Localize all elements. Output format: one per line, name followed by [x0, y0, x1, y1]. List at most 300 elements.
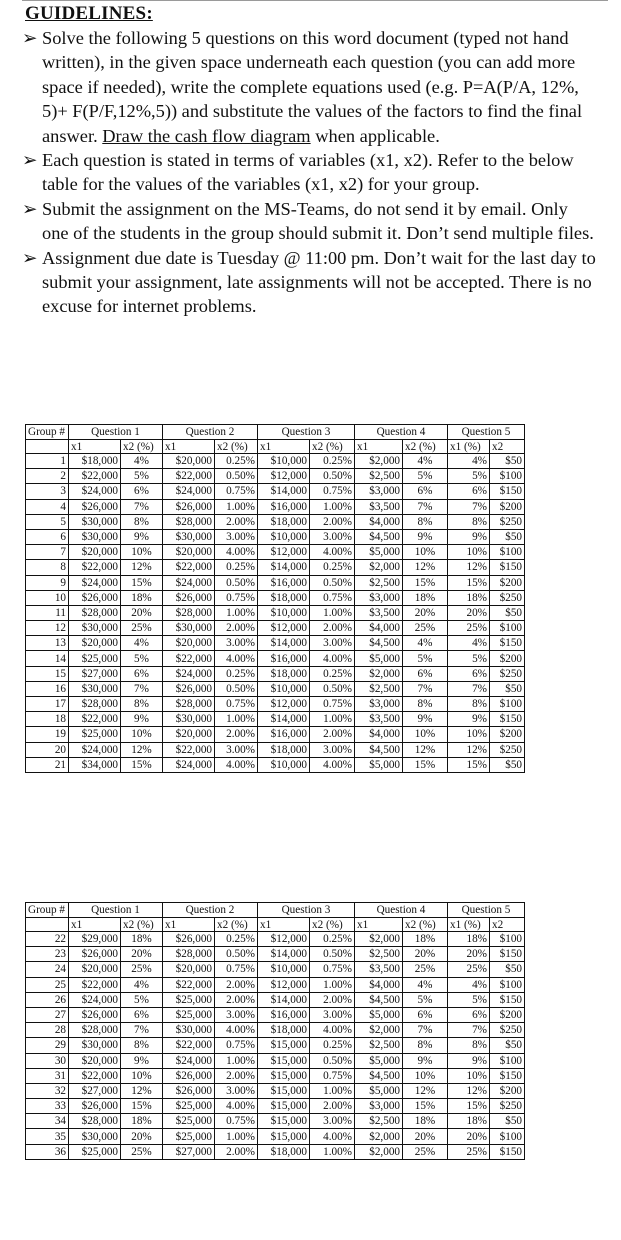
group-number-cell: 8 — [26, 560, 69, 575]
blank-header-cell — [26, 440, 69, 454]
q3-x2-cell: 2.00% — [310, 514, 355, 529]
q5-x1-cell: 8% — [448, 1038, 490, 1053]
q3-x1-cell: $10,000 — [258, 681, 310, 696]
q5-x1-cell: 8% — [448, 514, 490, 529]
q5-x1-cell: 6% — [448, 666, 490, 681]
q2-x2-cell: 0.25% — [215, 560, 258, 575]
q3-x2-cell: 0.75% — [310, 590, 355, 605]
q5-x1-cell: 18% — [448, 1114, 490, 1129]
group-number-header: Group # — [26, 425, 69, 440]
q1-x1-cell: $28,000 — [69, 697, 121, 712]
q1-x2-cell: 12% — [121, 1083, 163, 1098]
q5-x1-cell: 25% — [448, 621, 490, 636]
variable-header: x1 (%) — [448, 440, 490, 454]
q3-x2-cell: 0.25% — [310, 560, 355, 575]
q5-x2-cell: $100 — [490, 1129, 525, 1144]
q2-x1-cell: $24,000 — [163, 757, 215, 772]
q1-x2-cell: 9% — [121, 1053, 163, 1068]
q5-x1-cell: 25% — [448, 962, 490, 977]
q2-x2-cell: 0.50% — [215, 681, 258, 696]
variable-header: x1 — [163, 918, 215, 932]
q5-x2-cell: $50 — [490, 962, 525, 977]
q1-x2-cell: 12% — [121, 742, 163, 757]
q3-x2-cell: 4.00% — [310, 545, 355, 560]
group-number-cell: 33 — [26, 1099, 69, 1114]
q1-x2-cell: 8% — [121, 697, 163, 712]
table-row — [26, 499, 525, 514]
q2-x2-cell: 2.00% — [215, 1144, 258, 1159]
q1-x2-cell: 5% — [121, 992, 163, 1007]
q5-x1-cell: 12% — [448, 560, 490, 575]
q2-x2-cell: 3.00% — [215, 1007, 258, 1022]
q2-x2-cell: 0.25% — [215, 666, 258, 681]
q3-x2-cell: 3.00% — [310, 1007, 355, 1022]
q3-x2-cell: 0.75% — [310, 697, 355, 712]
group-number-cell: 15 — [26, 666, 69, 681]
q4-x1-cell: $4,500 — [355, 636, 403, 651]
q1-x2-cell: 4% — [121, 977, 163, 992]
q2-x1-cell: $22,000 — [163, 469, 215, 484]
q1-x2-cell: 8% — [121, 1038, 163, 1053]
variable-header: x1 — [258, 918, 310, 932]
q3-x2-cell: 0.25% — [310, 1038, 355, 1053]
q3-x2-cell: 4.00% — [310, 1023, 355, 1038]
q1-x2-cell: 20% — [121, 947, 163, 962]
q5-x1-cell: 18% — [448, 932, 490, 947]
q3-x1-cell: $18,000 — [258, 514, 310, 529]
q3-x1-cell: $18,000 — [258, 590, 310, 605]
q4-x2-cell: 6% — [403, 666, 448, 681]
q3-x1-cell: $12,000 — [258, 977, 310, 992]
q3-x2-cell: 1.00% — [310, 605, 355, 620]
q1-x2-cell: 7% — [121, 499, 163, 514]
q2-x1-cell: $22,000 — [163, 1038, 215, 1053]
q2-x2-cell: 0.25% — [215, 932, 258, 947]
table-row — [26, 1007, 525, 1022]
q2-x2-cell: 4.00% — [215, 545, 258, 560]
q3-x2-cell: 1.00% — [310, 977, 355, 992]
q1-x1-cell: $26,000 — [69, 1007, 121, 1022]
table-row — [26, 621, 525, 636]
q2-x2-cell: 2.00% — [215, 1068, 258, 1083]
q4-x1-cell: $5,000 — [355, 545, 403, 560]
q1-x2-cell: 6% — [121, 1007, 163, 1022]
q5-x2-cell: $100 — [490, 1053, 525, 1068]
q3-x1-cell: $16,000 — [258, 575, 310, 590]
q1-x2-cell: 15% — [121, 1099, 163, 1114]
q2-x1-cell: $26,000 — [163, 1068, 215, 1083]
q1-x2-cell: 12% — [121, 560, 163, 575]
group-values-table-1 — [25, 424, 525, 773]
question-2-header: Question 2 — [163, 903, 258, 918]
q4-x2-cell: 15% — [403, 575, 448, 590]
q3-x2-cell: 4.00% — [310, 1129, 355, 1144]
arrow-bullet-icon: ➢ — [22, 247, 38, 268]
group-number-cell: 9 — [26, 575, 69, 590]
q3-x2-cell: 1.00% — [310, 712, 355, 727]
q4-x2-cell: 5% — [403, 469, 448, 484]
q5-x1-cell: 5% — [448, 469, 490, 484]
q5-x2-cell: $100 — [490, 932, 525, 947]
q3-x2-cell: 0.25% — [310, 454, 355, 469]
q3-x2-cell: 1.00% — [310, 1144, 355, 1159]
q5-x1-cell: 6% — [448, 484, 490, 499]
group-number-cell: 1 — [26, 454, 69, 469]
q3-x2-cell: 3.00% — [310, 742, 355, 757]
q3-x1-cell: $16,000 — [258, 499, 310, 514]
q1-x2-cell: 15% — [121, 575, 163, 590]
group-number-cell: 4 — [26, 499, 69, 514]
q4-x2-cell: 6% — [403, 1007, 448, 1022]
table-row — [26, 590, 525, 605]
table-row — [26, 560, 525, 575]
q5-x2-cell: $50 — [490, 757, 525, 772]
q5-x1-cell: 12% — [448, 1083, 490, 1098]
q2-x1-cell: $26,000 — [163, 932, 215, 947]
group-number-cell: 23 — [26, 947, 69, 962]
q5-x2-cell: $200 — [490, 1007, 525, 1022]
q5-x2-cell: $150 — [490, 1068, 525, 1083]
q1-x1-cell: $25,000 — [69, 651, 121, 666]
group-number-cell: 28 — [26, 1023, 69, 1038]
group-number-cell: 12 — [26, 621, 69, 636]
q5-x1-cell: 10% — [448, 1068, 490, 1083]
variable-header: x1 — [355, 440, 403, 454]
q2-x1-cell: $27,000 — [163, 1144, 215, 1159]
guideline-text: Submit the assignment on the MS-Teams, do not send it by email. Only one of the students in the group should submit it. Don’t send multiple files. — [42, 198, 594, 244]
q3-x1-cell: $10,000 — [258, 529, 310, 544]
table-row — [26, 636, 525, 651]
group-number-cell: 19 — [26, 727, 69, 742]
q1-x2-cell: 8% — [121, 514, 163, 529]
q4-x1-cell: $2,500 — [355, 1038, 403, 1053]
q4-x2-cell: 10% — [403, 727, 448, 742]
table-row — [26, 651, 525, 666]
q3-x2-cell: 0.50% — [310, 469, 355, 484]
q3-x1-cell: $15,000 — [258, 1038, 310, 1053]
q3-x1-cell: $10,000 — [258, 962, 310, 977]
q1-x1-cell: $22,000 — [69, 712, 121, 727]
q4-x1-cell: $5,000 — [355, 651, 403, 666]
q1-x2-cell: 6% — [121, 484, 163, 499]
q2-x1-cell: $24,000 — [163, 575, 215, 590]
q2-x1-cell: $25,000 — [163, 1007, 215, 1022]
group-number-cell: 27 — [26, 1007, 69, 1022]
q4-x1-cell: $5,000 — [355, 1053, 403, 1068]
table-row — [26, 1144, 525, 1159]
q3-x1-cell: $14,000 — [258, 992, 310, 1007]
q1-x1-cell: $26,000 — [69, 499, 121, 514]
guideline-text: Solve the following 5 questions on this word document (typed not hand written), in the given space underneath each question (you can add more space if needed), write the complete equations used (e.g. P=A(P/A, 12%, 5)+ F(P/F,12%,5)) and substitute the values of the factors to find the final answer. — [42, 28, 583, 146]
q3-x1-cell: $14,000 — [258, 712, 310, 727]
q3-x1-cell: $15,000 — [258, 1083, 310, 1098]
q3-x2-cell: 0.75% — [310, 1068, 355, 1083]
variable-header: x2 (%) — [121, 918, 163, 932]
q5-x1-cell: 20% — [448, 947, 490, 962]
q3-x2-cell: 3.00% — [310, 636, 355, 651]
group-number-cell: 34 — [26, 1114, 69, 1129]
q1-x1-cell: $22,000 — [69, 977, 121, 992]
q1-x2-cell: 7% — [121, 681, 163, 696]
q2-x1-cell: $24,000 — [163, 666, 215, 681]
q3-x2-cell: 2.00% — [310, 1099, 355, 1114]
q3-x1-cell: $10,000 — [258, 605, 310, 620]
q4-x1-cell: $4,500 — [355, 1068, 403, 1083]
table-row — [26, 514, 525, 529]
q3-x2-cell: 3.00% — [310, 529, 355, 544]
q1-x1-cell: $22,000 — [69, 469, 121, 484]
q3-x2-cell: 0.50% — [310, 681, 355, 696]
q3-x2-cell: 0.75% — [310, 484, 355, 499]
q1-x1-cell: $25,000 — [69, 1144, 121, 1159]
table-row — [26, 947, 525, 962]
q5-x2-cell: $50 — [490, 529, 525, 544]
q3-x1-cell: $10,000 — [258, 454, 310, 469]
q4-x1-cell: $2,500 — [355, 469, 403, 484]
question-5-header: Question 5 — [448, 903, 525, 918]
q1-x1-cell: $28,000 — [69, 1023, 121, 1038]
q1-x1-cell: $24,000 — [69, 484, 121, 499]
q5-x2-cell: $200 — [490, 651, 525, 666]
q2-x1-cell: $26,000 — [163, 681, 215, 696]
q5-x1-cell: 10% — [448, 545, 490, 560]
guideline-item — [22, 26, 597, 148]
q2-x2-cell: 0.75% — [215, 697, 258, 712]
q5-x2-cell: $200 — [490, 575, 525, 590]
question-3-header: Question 3 — [258, 903, 355, 918]
q3-x1-cell: $12,000 — [258, 697, 310, 712]
q3-x1-cell: $15,000 — [258, 1114, 310, 1129]
q2-x2-cell: 2.00% — [215, 992, 258, 1007]
q5-x2-cell: $250 — [490, 590, 525, 605]
q1-x1-cell: $30,000 — [69, 514, 121, 529]
q4-x1-cell: $2,500 — [355, 947, 403, 962]
q3-x2-cell: 3.00% — [310, 1114, 355, 1129]
table-row — [26, 697, 525, 712]
q4-x2-cell: 8% — [403, 697, 448, 712]
q1-x1-cell: $30,000 — [69, 681, 121, 696]
q1-x2-cell: 20% — [121, 1129, 163, 1144]
q5-x1-cell: 7% — [448, 499, 490, 514]
q1-x2-cell: 25% — [121, 962, 163, 977]
q5-x1-cell: 7% — [448, 1023, 490, 1038]
q2-x1-cell: $28,000 — [163, 947, 215, 962]
variable-header: x2 (%) — [215, 440, 258, 454]
q5-x2-cell: $250 — [490, 666, 525, 681]
q2-x1-cell: $28,000 — [163, 605, 215, 620]
q1-x2-cell: 9% — [121, 529, 163, 544]
q3-x2-cell: 4.00% — [310, 651, 355, 666]
arrow-bullet-icon: ➢ — [22, 28, 38, 48]
table-row — [26, 484, 525, 499]
variable-header: x2 (%) — [121, 440, 163, 454]
q5-x2-cell: $150 — [490, 636, 525, 651]
table-row — [26, 681, 525, 696]
guideline-text: Each question is stated in terms of variables (x1, x2). Refer to the below table for the values of the variables (x1, x2) for your group. — [42, 150, 574, 195]
q1-x1-cell: $29,000 — [69, 932, 121, 947]
q1-x1-cell: $20,000 — [69, 545, 121, 560]
q5-x1-cell: 15% — [448, 575, 490, 590]
guideline-text: Assignment due date is Tuesday @ 11:00 pm. Don’t wait for the last day to submit your assignment, late assignments will not be accepted. There is no excuse for internet problems. — [42, 247, 596, 317]
q3-x1-cell: $18,000 — [258, 1023, 310, 1038]
table-row — [26, 742, 525, 757]
table-row — [26, 529, 525, 544]
q3-x1-cell: $18,000 — [258, 1144, 310, 1159]
group-number-cell: 5 — [26, 514, 69, 529]
group-number-cell: 11 — [26, 605, 69, 620]
table-row — [26, 1083, 525, 1098]
q4-x1-cell: $2,000 — [355, 454, 403, 469]
q3-x2-cell: 4.00% — [310, 757, 355, 772]
q5-x2-cell: $200 — [490, 1083, 525, 1098]
q4-x1-cell: $2,000 — [355, 560, 403, 575]
q5-x2-cell: $100 — [490, 469, 525, 484]
q1-x1-cell: $26,000 — [69, 947, 121, 962]
q5-x1-cell: 20% — [448, 1129, 490, 1144]
q5-x2-cell: $150 — [490, 1144, 525, 1159]
table-row — [26, 1099, 525, 1114]
q3-x1-cell: $12,000 — [258, 621, 310, 636]
q2-x2-cell: 1.00% — [215, 1053, 258, 1068]
q2-x1-cell: $28,000 — [163, 697, 215, 712]
q2-x1-cell: $20,000 — [163, 727, 215, 742]
q2-x1-cell: $26,000 — [163, 499, 215, 514]
q1-x2-cell: 10% — [121, 727, 163, 742]
q4-x1-cell: $3,000 — [355, 590, 403, 605]
q1-x2-cell: 25% — [121, 1144, 163, 1159]
table-row — [26, 469, 525, 484]
q4-x2-cell: 7% — [403, 1023, 448, 1038]
group-number-cell: 16 — [26, 681, 69, 696]
q2-x1-cell: $26,000 — [163, 1083, 215, 1098]
group-values-table-2 — [25, 902, 525, 1160]
q5-x1-cell: 5% — [448, 651, 490, 666]
q4-x1-cell: $2,000 — [355, 932, 403, 947]
q5-x2-cell: $100 — [490, 545, 525, 560]
guideline-item — [22, 246, 597, 319]
q1-x1-cell: $24,000 — [69, 992, 121, 1007]
q4-x2-cell: 20% — [403, 605, 448, 620]
q2-x1-cell: $25,000 — [163, 1114, 215, 1129]
q1-x2-cell: 25% — [121, 621, 163, 636]
q5-x2-cell: $200 — [490, 499, 525, 514]
q4-x2-cell: 7% — [403, 499, 448, 514]
q1-x2-cell: 6% — [121, 666, 163, 681]
blank-header-cell — [26, 918, 69, 932]
variable-header: x2 — [490, 918, 525, 932]
q1-x1-cell: $26,000 — [69, 590, 121, 605]
q3-x2-cell: 2.00% — [310, 727, 355, 742]
q1-x1-cell: $20,000 — [69, 1053, 121, 1068]
q2-x2-cell: 1.00% — [215, 605, 258, 620]
q4-x2-cell: 10% — [403, 545, 448, 560]
table-row — [26, 962, 525, 977]
q3-x2-cell: 1.00% — [310, 499, 355, 514]
group-number-cell: 35 — [26, 1129, 69, 1144]
q5-x2-cell: $50 — [490, 1114, 525, 1129]
q2-x2-cell: 4.00% — [215, 1023, 258, 1038]
q3-x1-cell: $16,000 — [258, 1007, 310, 1022]
q4-x2-cell: 9% — [403, 1053, 448, 1068]
q4-x2-cell: 8% — [403, 514, 448, 529]
group-number-cell: 29 — [26, 1038, 69, 1053]
q5-x1-cell: 9% — [448, 529, 490, 544]
q1-x1-cell: $28,000 — [69, 1114, 121, 1129]
q4-x1-cell: $2,000 — [355, 1144, 403, 1159]
table-row — [26, 1068, 525, 1083]
q4-x2-cell: 4% — [403, 977, 448, 992]
q5-x1-cell: 10% — [448, 727, 490, 742]
q2-x2-cell: 3.00% — [215, 1083, 258, 1098]
q5-x2-cell: $100 — [490, 621, 525, 636]
q4-x2-cell: 25% — [403, 621, 448, 636]
q2-x2-cell: 0.75% — [215, 484, 258, 499]
variable-header: x1 (%) — [448, 918, 490, 932]
q2-x2-cell: 4.00% — [215, 757, 258, 772]
group-number-cell: 24 — [26, 962, 69, 977]
q3-x1-cell: $14,000 — [258, 636, 310, 651]
q1-x2-cell: 5% — [121, 469, 163, 484]
q5-x1-cell: 18% — [448, 590, 490, 605]
q3-x1-cell: $18,000 — [258, 742, 310, 757]
q4-x2-cell: 25% — [403, 1144, 448, 1159]
variable-header: x1 — [355, 918, 403, 932]
q2-x1-cell: $30,000 — [163, 529, 215, 544]
q4-x2-cell: 5% — [403, 992, 448, 1007]
q4-x1-cell: $4,500 — [355, 529, 403, 544]
group-number-cell: 36 — [26, 1144, 69, 1159]
q4-x2-cell: 20% — [403, 1129, 448, 1144]
q1-x2-cell: 18% — [121, 1114, 163, 1129]
q4-x2-cell: 4% — [403, 454, 448, 469]
q5-x2-cell: $150 — [490, 560, 525, 575]
q5-x2-cell: $200 — [490, 727, 525, 742]
q4-x1-cell: $5,000 — [355, 1083, 403, 1098]
q5-x1-cell: 9% — [448, 1053, 490, 1068]
table-row — [26, 1053, 525, 1068]
q4-x2-cell: 7% — [403, 681, 448, 696]
q1-x1-cell: $22,000 — [69, 1068, 121, 1083]
question-1-header: Question 1 — [69, 425, 163, 440]
q3-x1-cell: $15,000 — [258, 1053, 310, 1068]
group-number-cell: 3 — [26, 484, 69, 499]
table-row — [26, 977, 525, 992]
table-row — [26, 1114, 525, 1129]
q3-x1-cell: $14,000 — [258, 484, 310, 499]
q4-x1-cell: $2,500 — [355, 681, 403, 696]
q2-x1-cell: $20,000 — [163, 962, 215, 977]
q5-x2-cell: $50 — [490, 605, 525, 620]
q1-x1-cell: $30,000 — [69, 1038, 121, 1053]
group-number-cell: 2 — [26, 469, 69, 484]
q2-x1-cell: $20,000 — [163, 545, 215, 560]
variable-header: x2 (%) — [215, 918, 258, 932]
q2-x1-cell: $22,000 — [163, 651, 215, 666]
q4-x2-cell: 5% — [403, 651, 448, 666]
q4-x1-cell: $4,000 — [355, 514, 403, 529]
q4-x2-cell: 12% — [403, 1083, 448, 1098]
variable-header: x2 (%) — [403, 918, 448, 932]
group-number-cell: 14 — [26, 651, 69, 666]
q5-x1-cell: 4% — [448, 454, 490, 469]
q3-x2-cell: 0.25% — [310, 932, 355, 947]
q1-x1-cell: $20,000 — [69, 636, 121, 651]
q4-x1-cell: $2,000 — [355, 1129, 403, 1144]
q4-x2-cell: 9% — [403, 529, 448, 544]
guidelines-heading: GUIDELINES: — [25, 3, 153, 24]
table-row — [26, 454, 525, 469]
question-4-header: Question 4 — [355, 903, 448, 918]
